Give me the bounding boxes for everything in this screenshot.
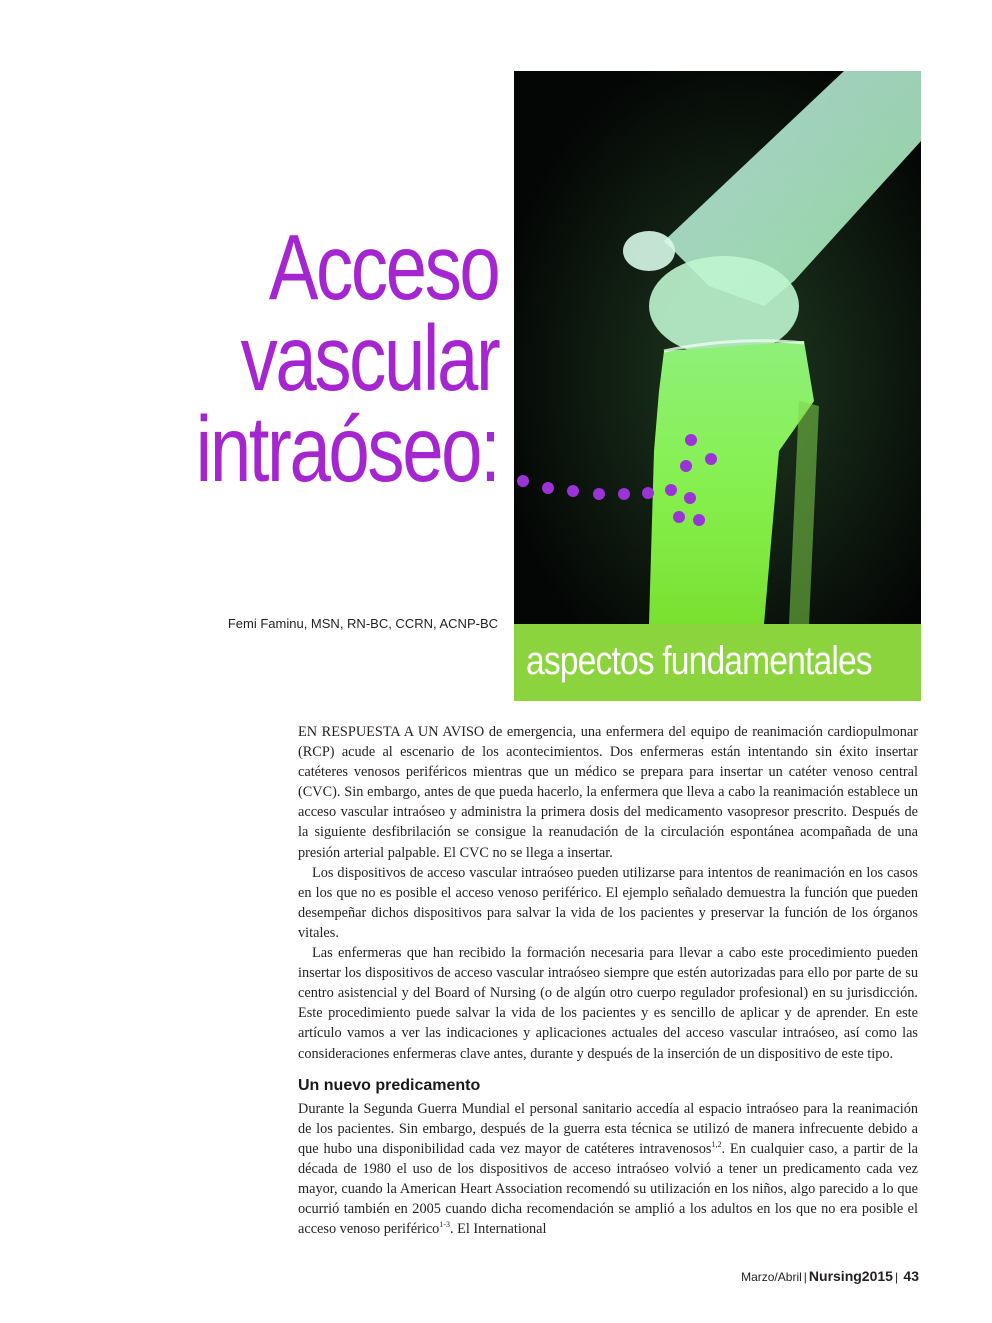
issue-date: Marzo/Abril <box>741 1270 802 1284</box>
lead-in: EN RESPUESTA A UN AVISO <box>298 724 485 740</box>
magazine-name: Nursing2015 <box>808 1268 893 1284</box>
author-byline: Femi Faminu, MSN, RN-BC, CCRN, ACNP-BC <box>227 616 498 631</box>
article-title <box>195 215 499 501</box>
article-subtitle: aspectos fundamentales <box>526 639 872 683</box>
xray-illustration <box>514 71 921 624</box>
paragraph: EN RESPUESTA A UN AVISO de emergencia, una enfermera del equipo de reanimación cardiopulmonar (RCP) acude al escenario de los acontecimientos. Dos enfermeras están intentando sin éxito insertar catéteres venosos periféricos mientras que un médico se prepara para insertar un catéter venoso central (CVC). Sin embargo, antes de que pueda hacerlo, la enfermera que lleva a cabo la reanimación establece un acceso vascular intraóseo y administra la primera dosis del medicamento vasopresor prescrito. Después de la siguiente desfibrilación se consigue la reanudación de la circulación espontánea acompañada de una presión arterial palpable. El CVC no se llega a insertar. <box>298 724 918 861</box>
paragraph: Las enfermeras que han recibido la formación necesaria para llevar a cabo este procedimiento pueden insertar los dispositivos de acceso vascular intraóseo siempre que estén autorizadas para ello por parte de su centro asistencial y del Board of Nursing (o de algún otro cuerpo regulador profesional) en su jurisdicción. Este procedimiento puede salvar la vida de los pacientes y es sencillo de aplicar y de aprender. En este artículo vamos a ver las indicaciones y aplicaciones actuales del acceso vascular intraóseo, así como las consideraciones enfermeras clave antes, durante y después de la inserción de un dispositivo de este tipo. <box>298 945 918 1062</box>
article-body <box>298 722 918 1239</box>
page-number: 43 <box>903 1268 919 1284</box>
paragraph: Durante la Segunda Guerra Mundial el personal sanitario accedía al espacio intraóseo para la reanimación de los pacientes. Sin embargo, después de la guerra esta técnica se utilizó de manera infrecuente debido a que hubo una disponibilidad cada vez mayor de catéteres intravenosos$^{1,2}$. En cualquier caso, a partir de la década de 1980 el uso de los dispositivos de acceso intraóseo volvió a tener un predicamento cada vez mayor, cuando la American Heart Association recomendó su utilización en los niños, algo parecido a lo que ocurrió también en 2005 cuando dicha recomendación se amplió a los adultos en los que no era posible el acceso venoso periférico$^{1-3}$. El International <box>298 1100 918 1238</box>
paragraph: Los dispositivos de acceso vascular intraóseo pueden utilizarse para intentos de reanimación en los casos en los que no es posible el acceso venoso periférico. El ejemplo señalado demuestra la función que pueden desempeñar dichos dispositivos para salvar la vida de los pacientes y preservar la función de los órganos vitales. <box>298 864 918 941</box>
reference: 1-3 <box>439 1220 450 1230</box>
title-line-2: vascular <box>240 306 499 410</box>
subtitle-bar <box>514 624 921 701</box>
section-heading: Un nuevo predicamento <box>298 1076 481 1094</box>
title-line-3: intraóseo: <box>195 397 498 501</box>
reference: 1,2 <box>711 1140 722 1150</box>
knee-xray-image <box>514 71 921 624</box>
title-line-1: Acceso <box>268 215 498 319</box>
page-footer: Marzo/Abril | Nursing2015 | 43 <box>741 1268 919 1284</box>
